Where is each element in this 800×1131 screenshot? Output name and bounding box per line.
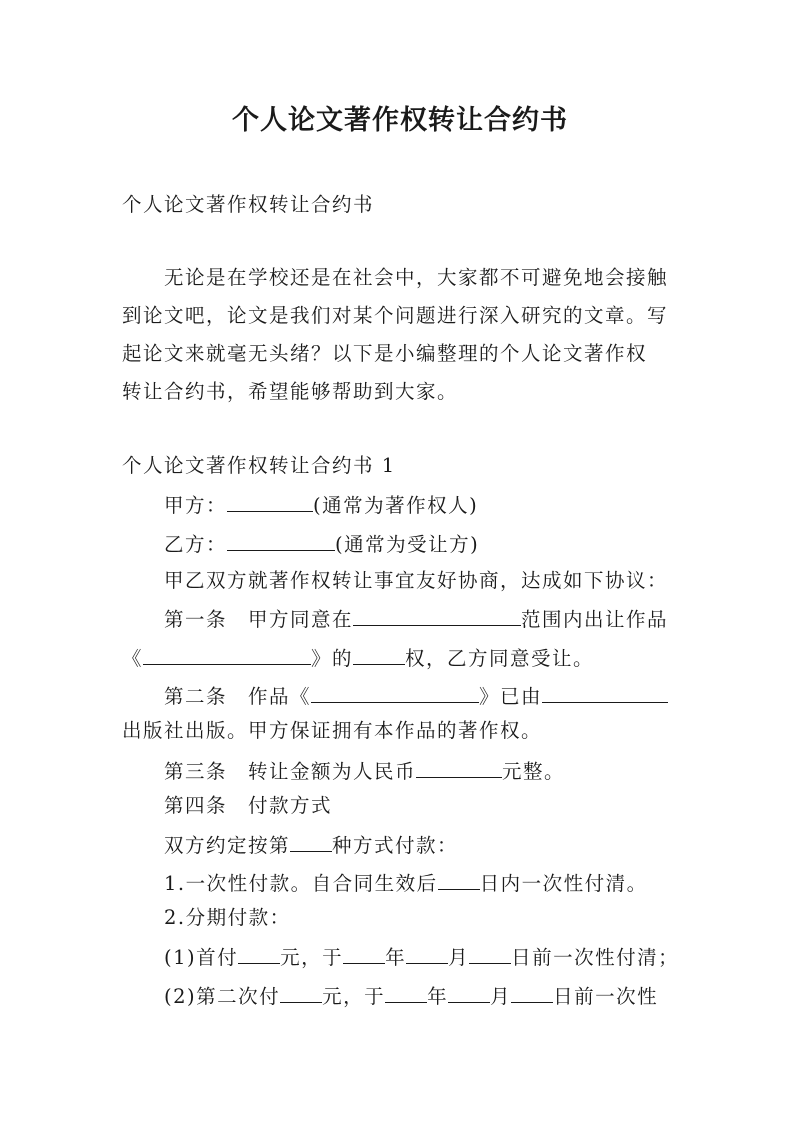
payment-text: 种方式付款： [332,834,459,857]
installment-text: 日前一次性付清； [511,946,680,969]
blank-field [438,870,480,890]
article-4-line: 第四条 付款方式 [164,794,333,817]
party-a-label: 甲方： [164,494,228,517]
installment-text: 年 [427,985,449,1008]
blank-field [416,758,502,778]
blank-field [290,832,332,852]
article-2-line-2: 出版社出版。甲方保证拥有本作品的著作权。 [122,719,543,742]
blank-field [227,531,335,551]
payment-text: 双方约定按第 [164,834,291,857]
blank-field [143,645,311,665]
party-b-label: 乙方： [164,533,228,556]
article-2-text: 》已由 [479,685,543,708]
article-3-line [164,758,734,784]
installment-text: 元，于 [280,946,344,969]
blank-field [385,983,427,1003]
intro-line-1: 无论是在学校还是在社会中，大家都不可避免地会接触 [164,266,669,289]
installment-2-line [164,983,734,1009]
intro-line-3: 起论文来就毫无头绪？以下是小编整理的个人论文著作权 [122,342,648,365]
article-2-text: 第二条 作品《 [164,685,312,708]
article-1-line-2 [122,645,692,671]
blank-field [280,983,322,1003]
option-1-text: 1.一次性付款。自合同生效后 [164,872,438,895]
party-a-line [164,492,734,518]
party-a-note: (通常为著作权人) [313,494,479,517]
intro-line-4: 转让合约书，希望能够帮助到大家。 [122,380,459,403]
document-subtitle: 个人论文著作权转让合约书 [122,193,375,216]
blank-field [448,983,490,1003]
blank-field [469,944,511,964]
option-1-text: 日内一次性付清。 [479,872,648,895]
blank-field [343,944,385,964]
article-1-text: 第一条 甲方同意在 [164,608,354,631]
article-3-text: 第三条 转让金额为人民币 [164,760,417,783]
intro-line-2: 到论文吧，论文是我们对某个问题进行深入研究的文章。写 [122,304,669,327]
article-1-text: 权，乙方同意受让。 [405,647,595,670]
blank-field [511,983,553,1003]
installment-text: 日前一次性 [553,985,659,1008]
option-1-line [164,870,734,896]
blank-field [406,944,448,964]
installment-text: (2)第二次付 [164,985,281,1008]
installment-text: 月 [490,985,512,1008]
blank-field [353,645,405,665]
article-3-text: 元整。 [502,760,566,783]
article-1-text: 》的 [311,647,354,670]
article-2-line-1 [164,683,734,709]
blank-field [227,492,313,512]
agreement-line: 甲乙双方就著作权转让事宜友好协商，达成如下协议： [164,569,669,592]
party-b-line [164,531,734,557]
article-1-line-1 [164,606,734,632]
blank-field [542,683,668,703]
blank-field [311,683,479,703]
document-title: 个人论文著作权转让合约书 [232,105,568,136]
blank-field [353,606,521,626]
option-2-line: 2.分期付款： [164,906,291,929]
installment-text: 元，于 [322,985,386,1008]
payment-method-line [164,832,734,858]
installment-text: (1)首付 [164,946,239,969]
article-1-text: 范围内出让作品 [521,608,669,631]
blank-field [238,944,280,964]
installment-text: 月 [448,946,470,969]
article-1-text: 《 [122,647,144,670]
installment-1-line [164,944,734,970]
installment-text: 年 [385,946,407,969]
section-heading: 个人论文著作权转让合约书 1 [122,454,396,477]
party-b-note: (通常为受让方) [335,533,480,556]
